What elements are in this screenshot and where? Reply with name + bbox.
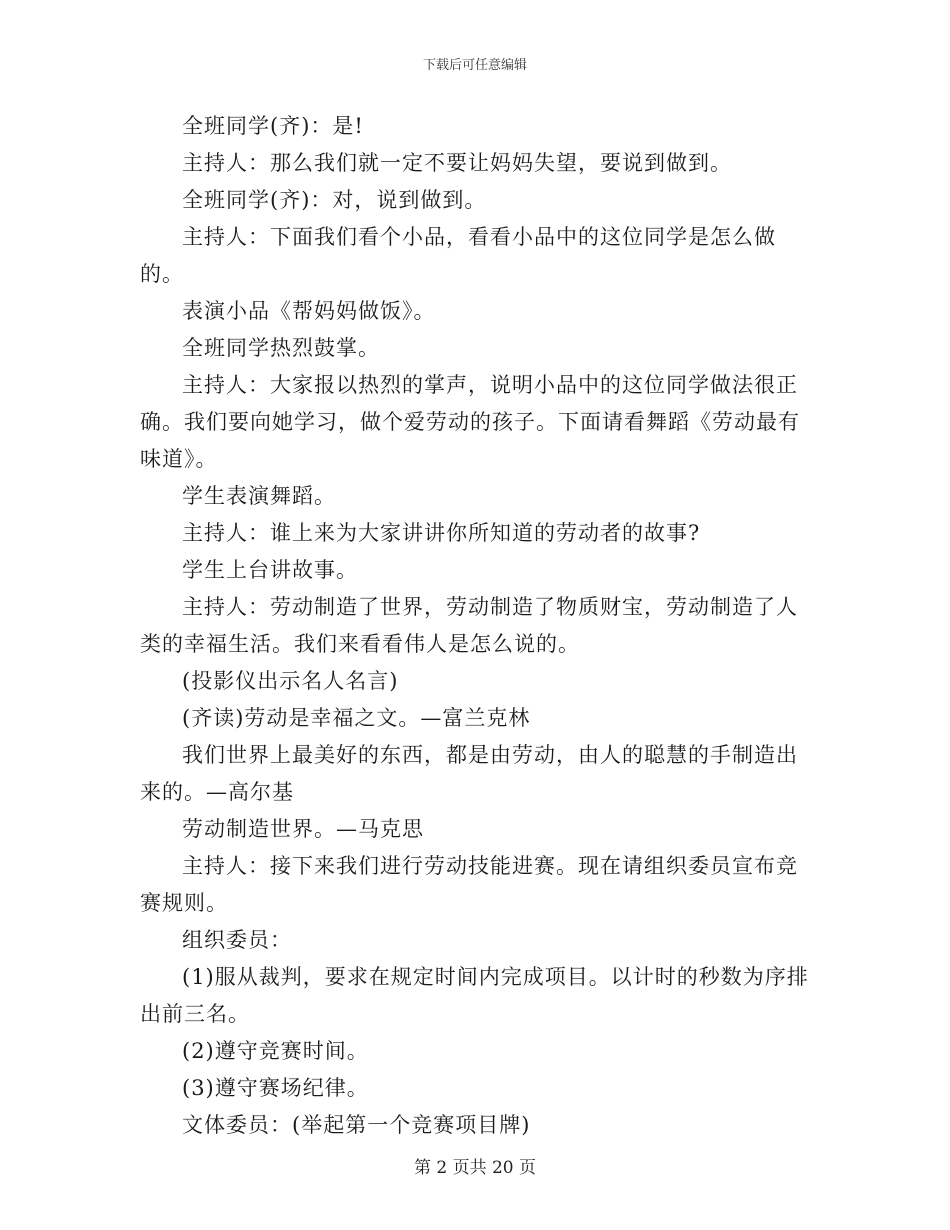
paragraph: 主持人：谁上来为大家讲讲你所知道的劳动者的故事? <box>182 521 701 545</box>
paragraph: 主持人：接下来我们进行劳动技能进赛。现在请组织委员宣布竞赛规则。 <box>140 854 798 915</box>
paragraph: (齐读)劳动是幸福之文。—富兰克林 <box>182 706 531 730</box>
paragraph: (1)服从裁判，要求在规定时间内完成项目。以计时的秒数为序排出前三名。 <box>140 965 809 1026</box>
paragraph: 全班同学(齐)：对，说到做到。 <box>182 188 487 212</box>
paragraph: 主持人：劳动制造了世界，劳动制造了物质财宝，劳动制造了人类的幸福生活。我们来看看伟人是怎么说的。 <box>140 595 798 656</box>
paragraph: 组织委员： <box>182 928 292 952</box>
paragraph: 文体委员：(举起第一个竞赛项目牌) <box>182 1113 531 1137</box>
document-body <box>140 108 810 1144</box>
paragraph: 劳动制造世界。—马克思 <box>182 817 424 841</box>
paragraph: (2)遵守竞赛时间。 <box>182 1039 369 1063</box>
header-note: 下载后可任意编辑 <box>422 58 527 73</box>
paragraph: 主持人：那么我们就一定不要让妈妈失望，要说到做到。 <box>182 151 732 175</box>
paragraph: 全班同学(齐)：是! <box>182 114 364 138</box>
paragraph: 我们世界上最美好的东西，都是由劳动，由人的聪慧的手制造出来的。—高尔基 <box>140 743 798 804</box>
paragraph: 学生上台讲故事。 <box>182 558 358 582</box>
paragraph: 主持人：大家报以热烈的掌声，说明小品中的这位同学做法很正确。我们要向她学习，做个爱劳动的孩子。下面请看舞蹈《劳动最有味道》。 <box>140 373 800 471</box>
page-number: 第 2 页共 20 页 <box>413 1158 537 1178</box>
paragraph: 学生表演舞蹈。 <box>182 484 336 508</box>
paragraph: (投影仪出示名人名言) <box>182 669 399 693</box>
paragraph: 主持人：下面我们看个小品，看看小品中的这位同学是怎么做的。 <box>140 225 776 286</box>
paragraph: 表演小品《帮妈妈做饭》。 <box>182 299 436 323</box>
paragraph: (3)遵守赛场纪律。 <box>182 1076 369 1100</box>
paragraph: 全班同学热烈鼓掌。 <box>182 336 380 360</box>
